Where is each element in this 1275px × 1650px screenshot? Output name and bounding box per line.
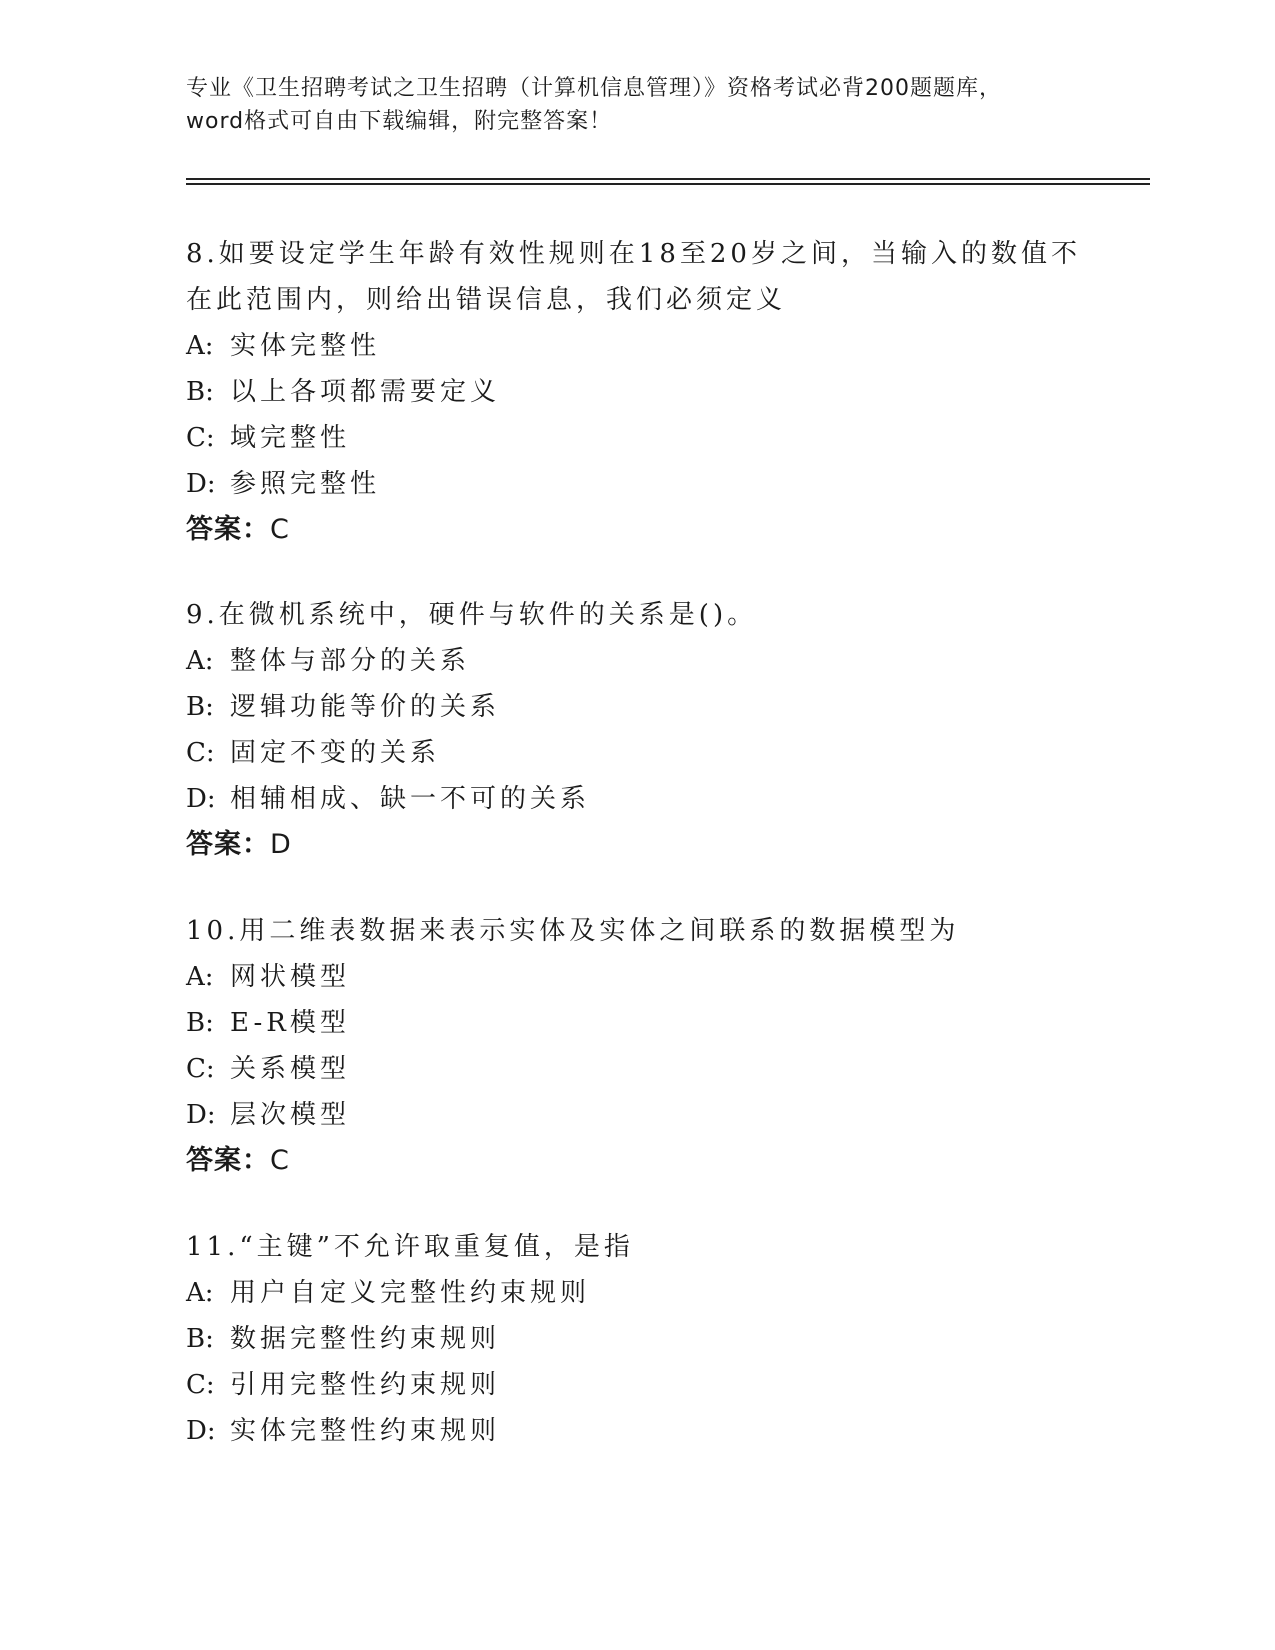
option-a xyxy=(186,638,1106,684)
header-divider-top xyxy=(186,178,1150,180)
option-key: B: xyxy=(186,1008,214,1038)
option-b xyxy=(186,369,1106,415)
option-text: 整体与部分的关系 xyxy=(230,646,471,676)
option-c xyxy=(186,415,1106,461)
option-c xyxy=(186,1046,1106,1092)
option-key: C: xyxy=(186,423,215,453)
answer-label: 答案： xyxy=(186,514,270,545)
option-key: A: xyxy=(186,646,214,676)
option-b xyxy=(186,1316,1106,1362)
option-b xyxy=(186,1000,1106,1046)
option-a xyxy=(186,1270,1106,1316)
header-title-line-2: word格式可自由下载编辑，附完整答案！ xyxy=(186,109,613,134)
answer-label: 答案： xyxy=(186,829,270,860)
answer-line xyxy=(186,507,1106,553)
question-11 xyxy=(186,1224,1106,1454)
answer-value: C xyxy=(270,1145,290,1176)
option-text: 数据完整性约束规则 xyxy=(230,1324,501,1354)
option-text: 参照完整性 xyxy=(230,469,381,499)
option-text: 引用完整性约束规则 xyxy=(230,1370,501,1400)
option-text: 实体完整性约束规则 xyxy=(230,1416,501,1446)
option-text: 固定不变的关系 xyxy=(230,738,441,768)
option-text: 实体完整性 xyxy=(230,331,381,361)
question-stem-line-1: 10.用二维表数据来表示实体及实体之间联系的数据模型为 xyxy=(186,916,960,946)
question-8 xyxy=(186,231,1106,553)
answer-line xyxy=(186,822,1106,868)
option-key: C: xyxy=(186,1054,215,1084)
option-key: D: xyxy=(186,784,216,814)
option-key: C: xyxy=(186,1370,215,1400)
option-c xyxy=(186,1362,1106,1408)
option-text: 域完整性 xyxy=(230,423,351,453)
option-key: B: xyxy=(186,1324,214,1354)
option-text: 用户自定义完整性约束规则 xyxy=(230,1278,591,1308)
option-c xyxy=(186,730,1106,776)
option-text: 关系模型 xyxy=(230,1054,351,1084)
question-stem-line-1: 11.“主键”不允许取重复值，是指 xyxy=(186,1232,634,1262)
answer-value: C xyxy=(270,514,290,545)
option-d xyxy=(186,461,1106,507)
question-stem-line-2: 在此范围内，则给出错误信息，我们必须定义 xyxy=(186,285,787,315)
option-key: D: xyxy=(186,1100,216,1130)
header-divider-bottom xyxy=(186,183,1150,185)
option-key: A: xyxy=(186,331,214,361)
option-a xyxy=(186,954,1106,1000)
option-b xyxy=(186,684,1106,730)
option-text: 层次模型 xyxy=(230,1100,351,1130)
option-key: D: xyxy=(186,469,216,499)
option-a xyxy=(186,323,1106,369)
option-text: E-R模型 xyxy=(230,1008,350,1038)
option-text: 网状模型 xyxy=(230,962,351,992)
answer-value: D xyxy=(270,829,292,860)
question-stem-line-1: 8.如要设定学生年龄有效性规则在18至20岁之间，当输入的数值不 xyxy=(186,239,1081,269)
document-header xyxy=(186,72,1086,138)
option-text: 相辅相成、缺一不可的关系 xyxy=(230,784,591,814)
option-key: D: xyxy=(186,1416,216,1446)
option-text: 逻辑功能等价的关系 xyxy=(230,692,501,722)
option-key: A: xyxy=(186,1278,214,1308)
option-key: A: xyxy=(186,962,214,992)
answer-label: 答案： xyxy=(186,1145,270,1176)
answer-line xyxy=(186,1138,1106,1184)
question-9 xyxy=(186,592,1106,868)
option-d xyxy=(186,1092,1106,1138)
option-key: C: xyxy=(186,738,215,768)
question-stem-line-1: 9.在微机系统中，硬件与软件的关系是()。 xyxy=(186,600,758,630)
option-d xyxy=(186,776,1106,822)
option-text: 以上各项都需要定义 xyxy=(230,377,501,407)
option-d xyxy=(186,1408,1106,1454)
option-key: B: xyxy=(186,692,214,722)
option-key: B: xyxy=(186,377,214,407)
header-title-line-1: 专业《卫生招聘考试之卫生招聘（计算机信息管理）》资格考试必背200题题库， xyxy=(186,76,1002,101)
question-10 xyxy=(186,908,1106,1184)
